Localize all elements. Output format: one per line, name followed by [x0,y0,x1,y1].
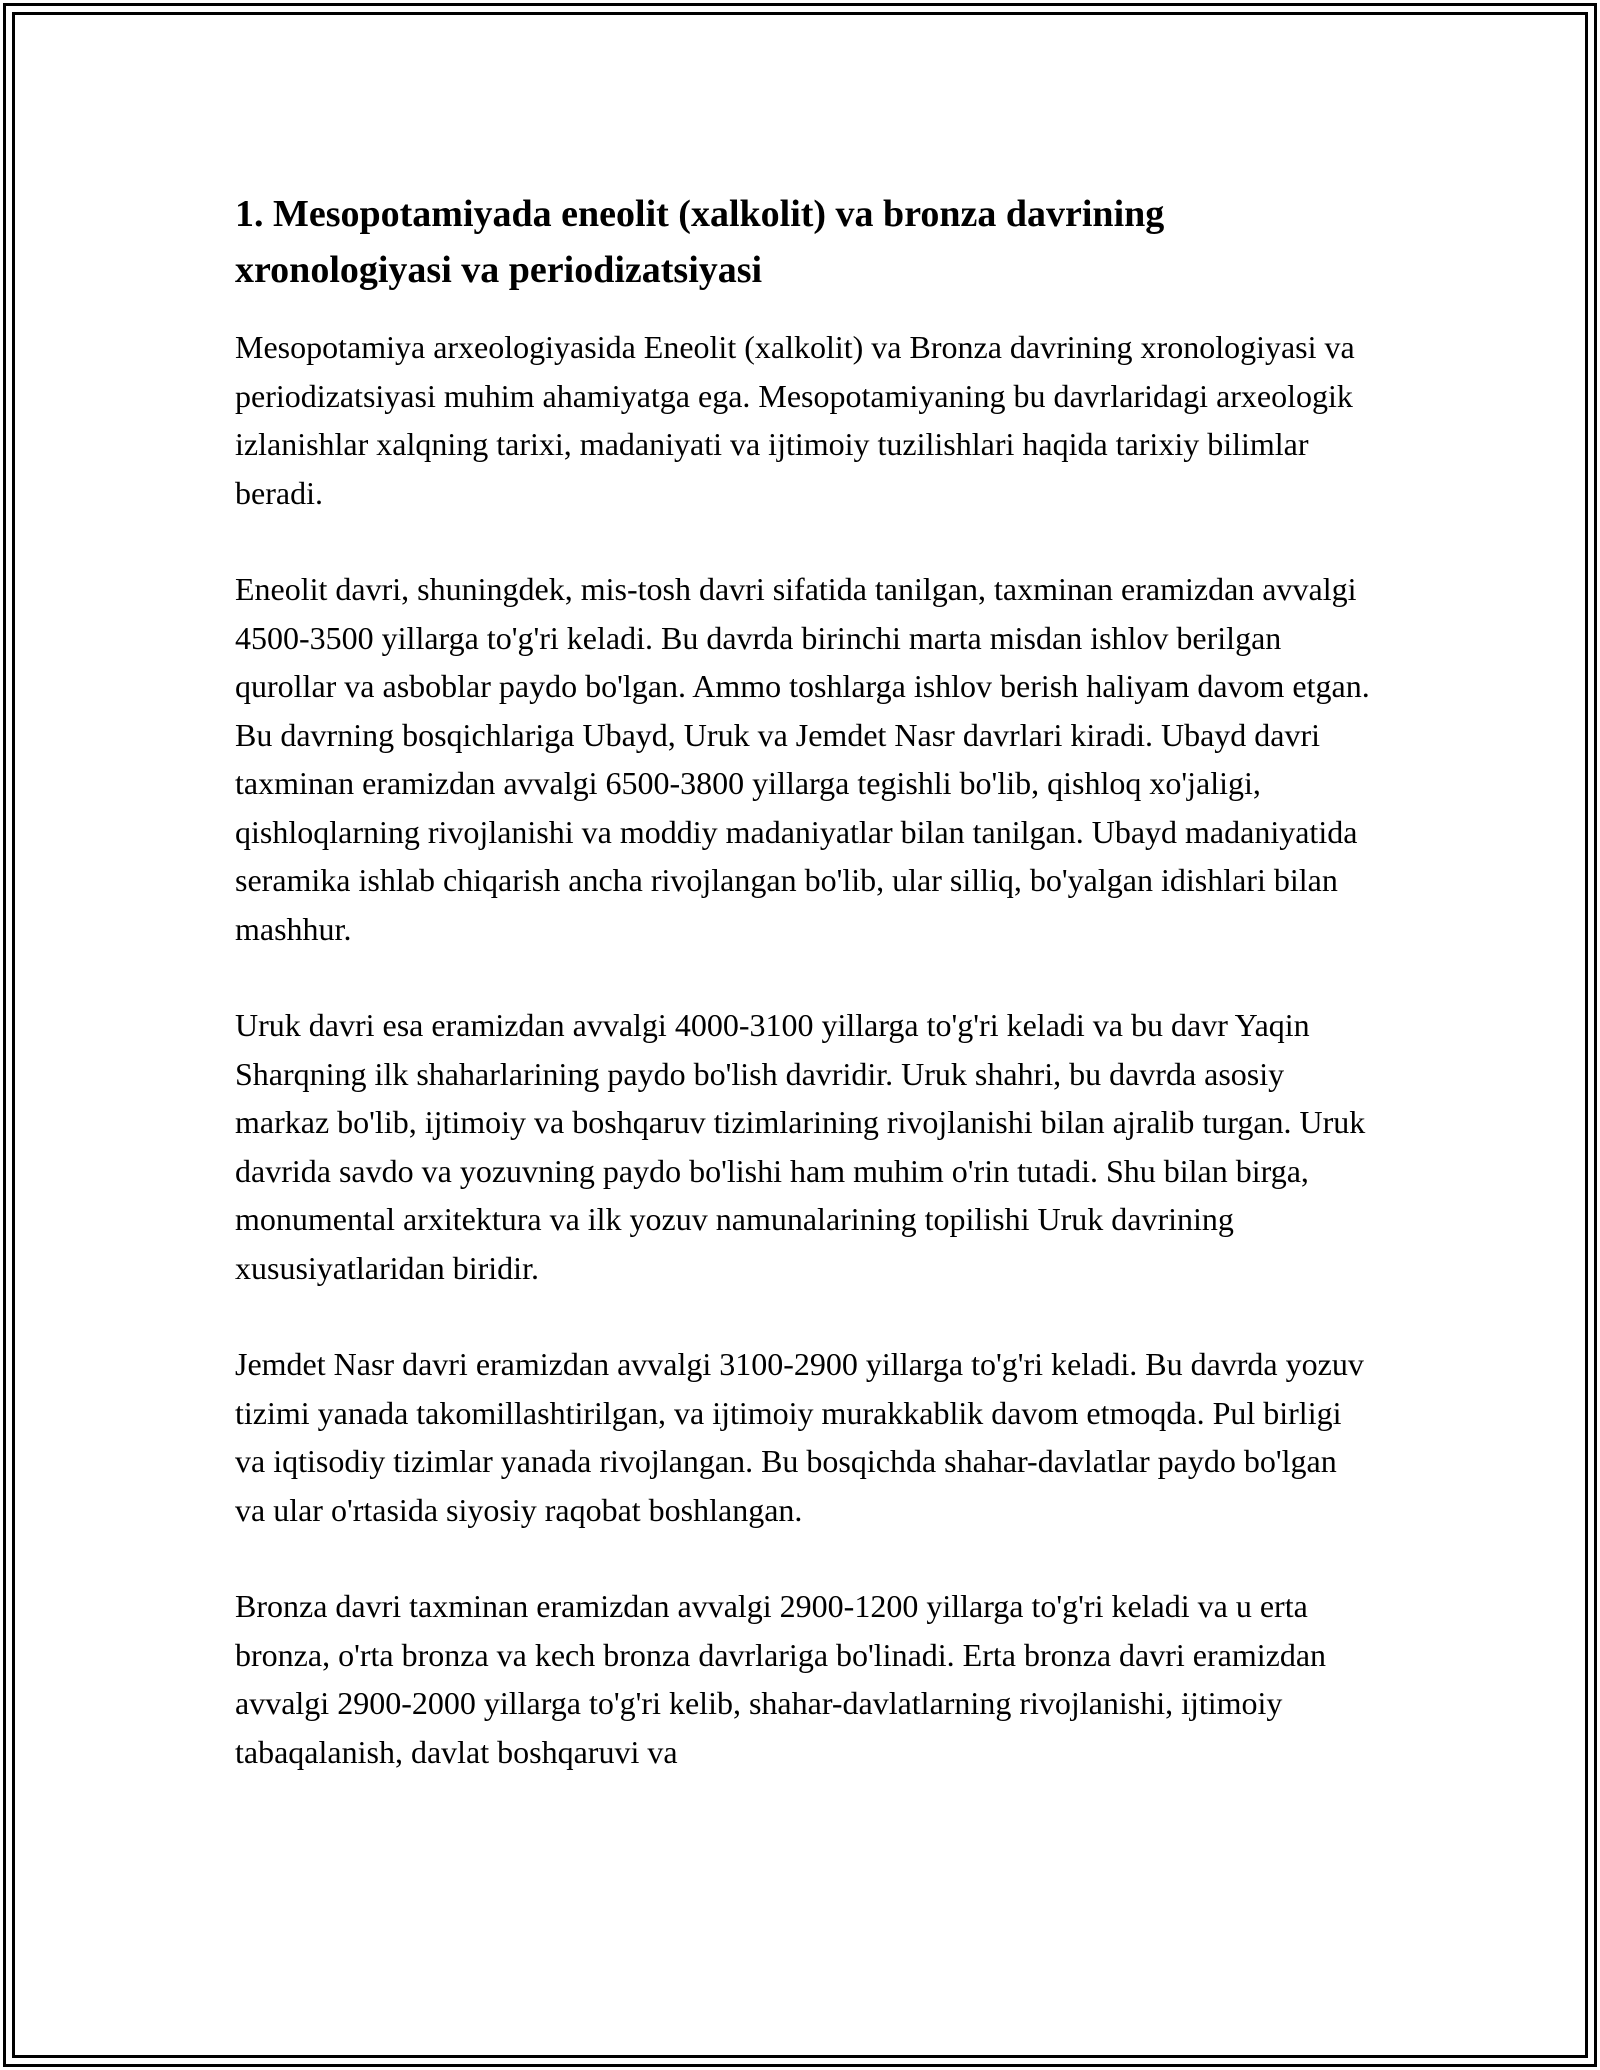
paragraph-uruk: Uruk davri esa eramizdan avvalgi 4000-3100 yillarga to'g'ri keladi va bu davr Yaqin Sharqning ilk shaharlarining paydo bo'lish davridir. Uruk shahri, bu davrda asosiy markaz bo'lib, ijtimoiy va boshqaruv tizimlarining rivojlanishi bilan ajralib turgan. Uruk davrida savdo va yozuvning paydo bo'lishi ham muhim o'rin tutadi. Shu bilan birga, monumental arxitektura va ilk yozuv namunalarining topilishi Uruk davrining xususiyatlaridan biridir. [235,1007,1366,1286]
paragraph-bronza: Bronza davri taxminan eramizdan avvalgi 2900-1200 yillarga to'g'ri keladi va u erta bronza, o'rta bronza va kech bronza davrlariga bo'linadi. Erta bronza davri eramizdan avvalgi 2900-2000 yillarga to'g'ri kelib, shahar-davlatlarning rivojlanishi, ijtimoiy tabaqalanish, davlat boshqaruvi va [235,1588,1327,1770]
document-body [235,186,1370,1824]
paragraph-jemdet-nasr: Jemdet Nasr davri eramizdan avvalgi 3100-2900 yillarga to'g'ri keladi. Bu davrda yozuv tizimi yanada takomillashtirilgan, va ijtimoiy murakkablik davom etmoqda. Pul birligi va iqtisodiy tizimlar yanada rivojlangan. Bu bosqichda shahar-davlatlar paydo bo'lgan va ular o'rtasida siyosiy raqobat boshlangan. [235,1346,1364,1528]
paragraph-intro: Mesopotamiya arxeologiyasida Eneolit (xalkolit) va Bronza davrining xronologiyasi va periodizatsiyasi muhim ahamiyatga ega. Mesopotamiyaning bu davrlaridagi arxeologik izlanishlar xalqning tarixi, madaniyati va ijtimoiy tuzilishlari haqida tarixiy bilimlar beradi. [235,329,1355,511]
page-title: 1. Mesopotamiyada eneolit (xalkolit) va bronza davrining xronologiyasi va periodizatsiyasi [235,193,1165,291]
paragraph-eneolit: Eneolit davri, shuningdek, mis-tosh davri sifatida tanilgan, taxminan eramizdan avvalgi 4500-3500 yillarga to'g'ri keladi. Bu davrda birinchi marta misdan ishlov berilgan qurollar va asboblar paydo bo'lgan. Ammo toshlarga ishlov berish haliyam davom etgan. Bu davrning bosqichlariga Ubayd, Uruk va Jemdet Nasr davrlari kiradi. Ubayd davri taxminan eramizdan avvalgi 6500-3800 yillarga tegishli bo'lib, qishloq xo'jaligi, qishloqlarning rivojlanishi va moddiy madaniyatlar bilan tanilgan. Ubayd madaniyatida seramika ishlab chiqarish ancha rivojlangan bo'lib, ular silliq, bo'yalgan idishlari bilan mashhur. [235,571,1370,947]
